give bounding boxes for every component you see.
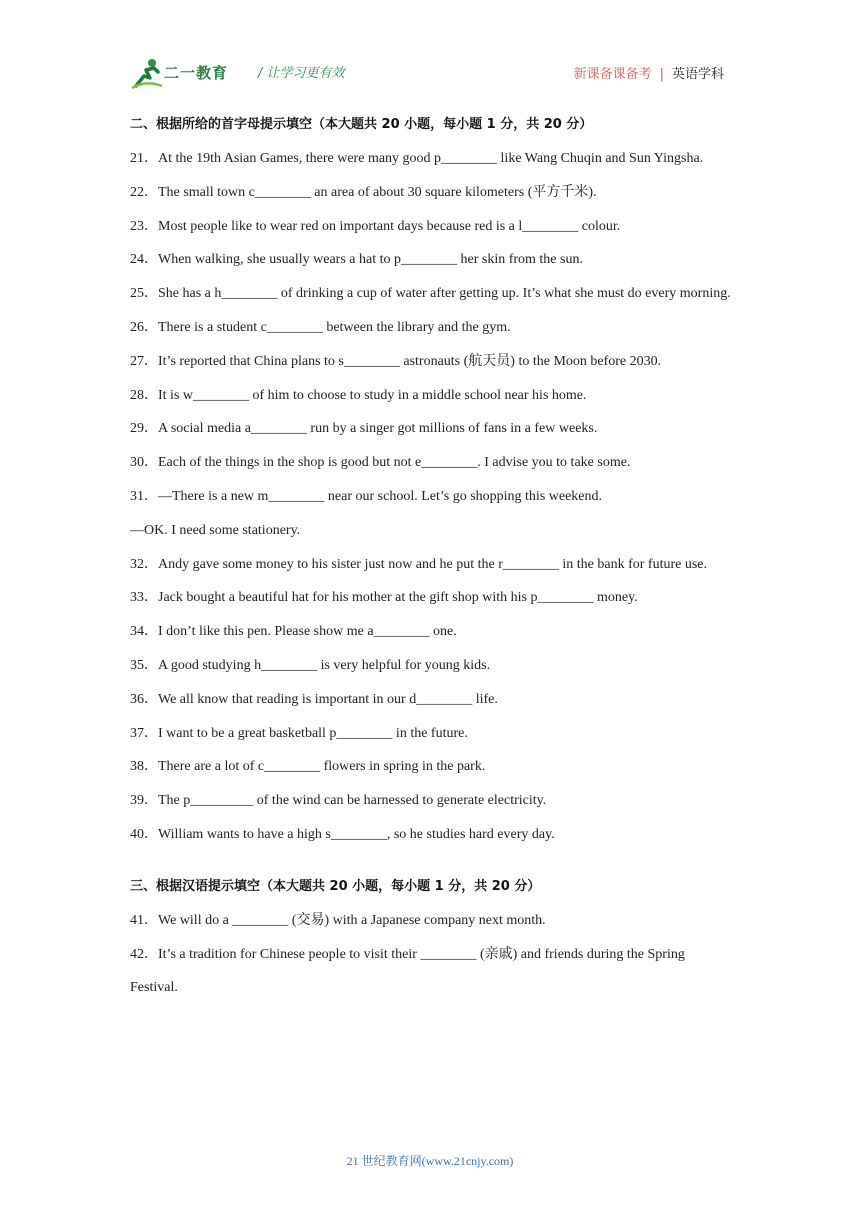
section-title-2: 二、根据所给的首字母提示填空（本大题共 20 小题，每小题 1 分，共 20 分） bbox=[130, 117, 593, 132]
question-item: 38．There are a lot of c________ flowers in spring in the park. bbox=[130, 759, 486, 775]
section-title-3: 三、根据汉语提示填空（本大题共 20 小题，每小题 1 分，共 20 分） bbox=[130, 878, 541, 894]
document-body bbox=[130, 108, 736, 1005]
header-divider: | bbox=[659, 67, 664, 82]
question-item: 24．When walking, she usually wears a hat to p________ her skin from the sun. bbox=[130, 252, 583, 268]
page-footer: 21 世纪教育网(www.21cnjy.com) bbox=[346, 1154, 514, 1168]
question-item: 37．I want to be a great basketball p________ in the future. bbox=[130, 725, 468, 741]
question-item: 29．A social media a________ run by a singer got millions of fans in a few weeks. bbox=[130, 421, 598, 437]
question-item: 30．Each of the things in the shop is good but not e________. I advise you to take some. bbox=[130, 455, 631, 471]
question-item: 22．The small town c________ an area of about 30 square kilometers (平方千米). bbox=[130, 184, 597, 200]
question-item: 28．It is w________ of him to choose to study in a middle school near his home. bbox=[130, 387, 587, 403]
logo-text: 二一教育 bbox=[164, 64, 229, 82]
question-item: 27．It’s reported that China plans to s________ astronauts (航天员) to the Moon before 2030. bbox=[130, 353, 662, 369]
runner-logo-icon bbox=[130, 56, 164, 90]
question-item: 26．There is a student c________ between the library and the gym. bbox=[130, 319, 511, 335]
page-header bbox=[130, 56, 730, 92]
header-slogan: / 让学习更有效 bbox=[258, 66, 345, 81]
question-list-3 bbox=[130, 904, 736, 1005]
question-list-2 bbox=[130, 142, 736, 852]
question-item: 34．I don’t like this pen. Please show me a________ one. bbox=[130, 624, 457, 640]
header-tagline: 新课备课备考 bbox=[573, 67, 652, 82]
question-item: 25．She has a h________ of drinking a cup of water after getting up. It’s what she must do every morning. bbox=[130, 286, 731, 302]
question-item: 23．Most people like to wear red on important days because red is a l________ colour. bbox=[130, 218, 621, 234]
header-right bbox=[574, 63, 724, 82]
question-item: 35．A good studying h________ is very helpful for young kids. bbox=[130, 657, 491, 673]
question-item: 31．—There is a new m________ near our school. Let’s go shopping this weekend. bbox=[130, 488, 603, 504]
question-item: 36．We all know that reading is important in our d________ life. bbox=[130, 691, 498, 707]
question-item: 42．It’s a tradition for Chinese people to visit their ________ (亲戚) and friends during the Spring Festival. bbox=[130, 946, 685, 996]
question-item: 21．At the 19th Asian Games, there were many good p________ like Wang Chuqin and Sun Yingsha. bbox=[130, 151, 704, 166]
question-item: 32．Andy gave some money to his sister just now and he put the r________ in the bank for future use. bbox=[130, 556, 708, 572]
question-item: 39．The p_________ of the wind can be harnessed to generate electricity. bbox=[130, 793, 547, 809]
question-item: —OK. I need some stationery. bbox=[130, 522, 301, 538]
question-item: 40．William wants to have a high s________, so he studies hard every day. bbox=[130, 826, 555, 842]
header-subject: 英语学科 bbox=[671, 67, 724, 82]
question-item: 33．Jack bought a beautiful hat for his mother at the gift shop with his p________ money. bbox=[130, 590, 638, 606]
logo bbox=[130, 56, 242, 90]
question-item: 41．We will do a ________ (交易) with a Japanese company next month. bbox=[130, 912, 546, 928]
